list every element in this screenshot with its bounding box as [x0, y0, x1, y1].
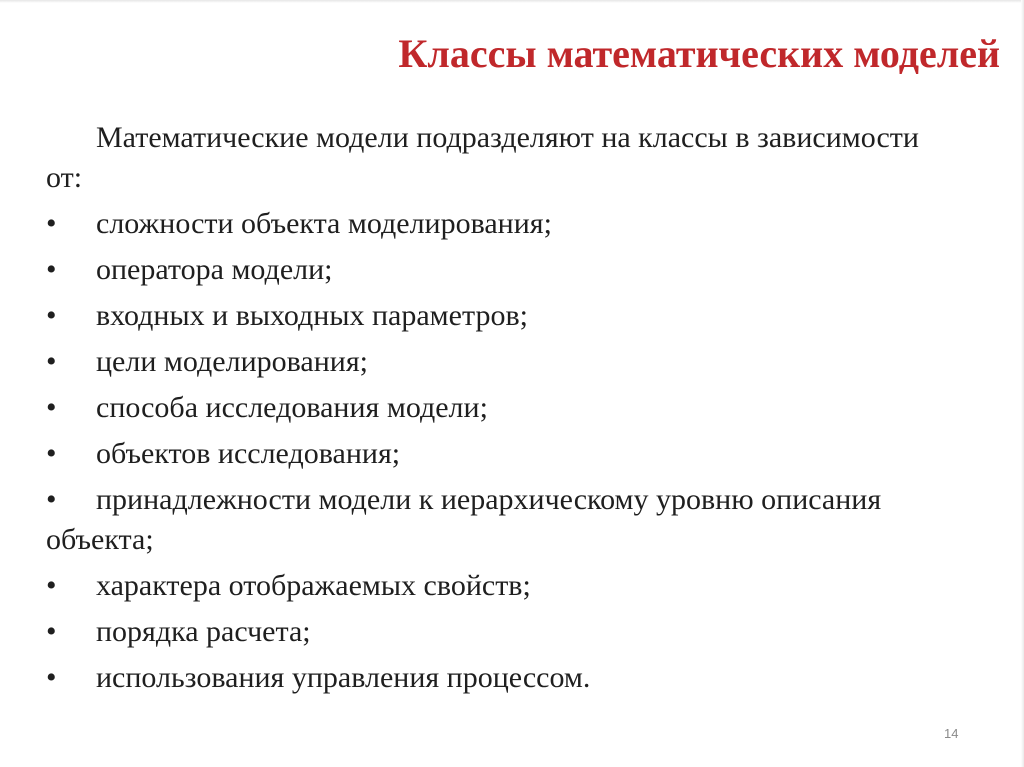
list-item-text: цели моделирования;	[96, 345, 368, 378]
bullet-icon: •	[46, 615, 57, 648]
bullet-icon: •	[46, 253, 57, 286]
list-item-text: объектов исследования;	[96, 437, 401, 470]
list-item-text: оператора модели;	[96, 253, 333, 286]
bullet-icon: •	[46, 483, 57, 516]
bullet-icon: •	[46, 661, 57, 694]
list-item	[46, 204, 936, 244]
bullet-list	[46, 204, 936, 698]
list-item-text: характера отображаемых свойств;	[96, 569, 531, 602]
slide-title: Классы математических моделей	[398, 31, 1000, 76]
slide-top-border	[0, 0, 1024, 3]
list-item	[46, 434, 936, 474]
list-item-text: способа исследования модели;	[96, 391, 488, 424]
bullet-icon: •	[46, 345, 57, 378]
list-item	[46, 612, 936, 652]
list-item	[46, 480, 936, 560]
list-item	[46, 658, 936, 698]
list-item-text: сложности объекта моделирования;	[96, 207, 552, 240]
bullet-icon: •	[46, 299, 57, 332]
list-item	[46, 296, 936, 336]
page-number: 14	[944, 726, 959, 741]
list-item-text: принадлежности модели к иерархическому уровню описания объекта;	[46, 483, 882, 556]
bullet-icon: •	[46, 437, 57, 470]
list-item-text: порядка расчета;	[96, 615, 311, 648]
intro-paragraph: Математические модели подразделяют на классы в зависимости от:	[46, 121, 919, 194]
list-item	[46, 388, 936, 428]
bullet-icon: •	[46, 207, 57, 240]
slide-body	[46, 118, 936, 704]
list-item	[46, 342, 936, 382]
list-item	[46, 566, 936, 606]
bullet-icon: •	[46, 569, 57, 602]
list-item-text: входных и выходных параметров;	[96, 299, 528, 332]
list-item-text: использования управления процессом.	[96, 661, 591, 694]
list-item	[46, 250, 936, 290]
bullet-icon: •	[46, 391, 57, 424]
